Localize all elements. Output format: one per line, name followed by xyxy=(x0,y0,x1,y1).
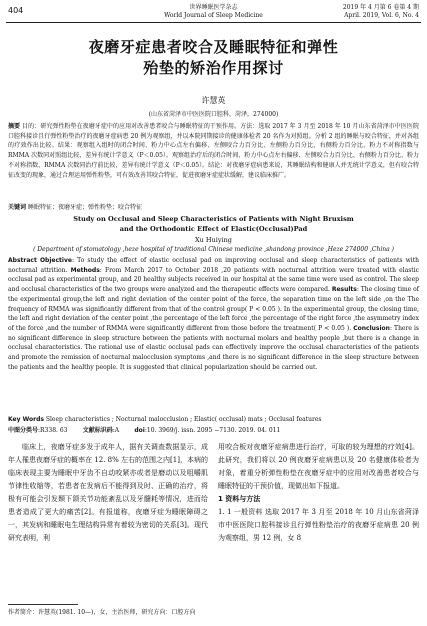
objective-label: Objective xyxy=(39,257,72,264)
author-cn: 许慧英 xyxy=(201,96,226,105)
journal-name-cn: 世界睡眠医学杂志 xyxy=(189,4,238,11)
body-left-column: 临床上，夜磨牙症多发于成年人，据有关调查数据显示，成年人罹患夜磨牙症的概率在 12. 8% 左右的范围之内[1]，本病的临床表现主要为睡眠中牙齿不自动咬紧亦或者是磨动以及咀嚼肌节律性收缩等，若患者在发病后不能得到及时、正确的治疗，将极有可能会引发颞下颌关节功能紊乱以及牙髓耗等情况，进而给患者造成了更大的痛苦[2]。有报道称，夜磨牙症为睡眠障碍之一，其发病和睡眠电生理结构异常有着较为密切的关系[3]。现代研究表明，利 xyxy=(8,443,208,542)
doc-code-label: 文献标识码 xyxy=(82,427,113,434)
keywords-en-label: Key Words xyxy=(8,416,44,423)
keywords-en xyxy=(8,415,419,425)
author-en: Xu Huiying xyxy=(195,236,232,244)
keywords-en-text: Sleep characteristics ; Nocturnal malocclusion ; Elastic( occlusal) mats ; Occlusal features xyxy=(45,416,322,423)
title-en-line-1: Study on Occlusal and Sleep Characteristics of Patients with Night Bruxism xyxy=(73,215,354,223)
objective-text: : To study the effect of elastic occlusal pad on improving occlusal and sleep characteristics of patients with nocturnal attrition. xyxy=(8,257,419,274)
doi-label: doi xyxy=(134,427,145,434)
abstract-cn-text: 目的：研究弹性粉垫在夜磨牙症中的应用对改善患者咬合与睡眠特征的干预作用。方法：选取 2017 年 3 月至 2018 年 10 月山东省菏泽市中医医院口腔科接诊且行弹性粉垫治疗的夜磨牙症病患 20 例为观察组，并以本院同期接诊的健康体检者 20 名作为对照组。分析 2 组的睡眠与咬合特征，并对各组的疗效作出比较。结果：观察组入组时的闭合时间、粉力中心点左右偏移、左侧咬合力百分比、左侧粉力百分比、右侧粉力百分比、粉力不对称指数与 RMMA 次数同对照组比较，差异有统计学意义（P＜0.05）。观察组治疗后的闭合时间、粉力中心点左右偏移、左侧咬合力百分比、右侧粉力百分比、粉力不对称指数、RMMA 次数同治疗前比较，差异有统计学意义（P＜0.05）。结论：对夜磨牙症病患来说，其睡眠结构和健康人并无统计学意义，但有咬合特征改变的现象，通过合理运用弹性粉垫，可有效改善其咬合特征，促进夜磨牙症症状缓解，建议临床推广。 xyxy=(8,123,419,179)
title-cn-line-1: 夜磨牙症患者咬合及睡眠特征和弹性 xyxy=(88,38,339,56)
abstract-cn-label: 摘要 xyxy=(8,123,21,130)
conclusion-text: : There is no significant difference in sleep structure between the patients with nocturnal molars and healthy people ,but there is a change in occlusal characteristics. The rational use of elastic occlusal pads can effectively improve the occlusal characteristics of the patients and promote the remission of nocturnal malocclusion symptoms ,and there is no significant difference in the sleep structure between the patients and the healthy people. It is suggested that clinical popularization should be carried out. xyxy=(8,324,419,371)
classification-line xyxy=(8,426,419,436)
section-heading: 1 资料与方法 xyxy=(218,495,261,503)
doc-code-value: :A xyxy=(112,427,120,434)
title-en-line-2: and the Orthodontic Effect of Elastic(Occlusal)Pad xyxy=(119,225,308,233)
doi-value: :10. 3969/j. issn. 2095 −7130. 2019. 04. 011 xyxy=(144,427,281,434)
conclusion-label: Conclusion xyxy=(353,324,390,332)
methods-text: : From March 2017 to October 2018 ,20 patients with nocturnal attrition were treated with elastic occlusal pad as experimental group, and 20 healthy subjects received in our hospital at the same time were used as control. The sleep and occlusal characteristics of the two groups were analyzed and the therapeutic effects were compared. xyxy=(8,266,419,294)
footnote-rule xyxy=(8,604,78,605)
clc-label: 中图分类号 xyxy=(8,427,39,434)
abstract-en xyxy=(8,256,419,372)
author-footnote: 作者简介：许慧英(1981. 10—)，女，主治医师，研究方向：口腔方向 xyxy=(8,609,196,616)
abstract-en-label: Abstract xyxy=(8,257,37,264)
body-right-column xyxy=(218,441,419,545)
results-label: Results xyxy=(331,286,357,294)
keywords-cn-label: 关键词 xyxy=(8,204,27,211)
keywords-cn xyxy=(8,203,419,213)
abstract-cn xyxy=(8,122,419,180)
keywords-cn-text: 睡眠特征；夜磨牙症；弹性粉垫；咬合特征 xyxy=(27,204,142,211)
title-cn-line-2: 殆垫的矫治作用探讨 xyxy=(143,59,284,77)
clc-value: :R338. 63 xyxy=(38,427,68,434)
header-rule xyxy=(6,22,421,23)
issue-cn: 2019 年 4 月第 6 卷第 4 期 xyxy=(342,4,419,11)
affiliation-cn: (山东省菏泽市中医医院口腔科，菏泽，274000) xyxy=(148,111,279,118)
results-text: : The closing time of the experimental group,the left and right deviation of the center point of the force, the separation time on the left side ,on the The frequency of RMMA was significantly different from that of the control group( P < 0.05 ). In the experimental group, the closing time, the left and right deviation of the center point ,the percentage of the left force ,the percentage of the right force ,the asymmetry index of the force ,and the number of RMMA were significantly different from those before the treatment( P < 0.05 ). xyxy=(8,286,419,332)
methods-label: Methods xyxy=(70,266,100,274)
subsection-general: 1. 1 一般资料 选取 2017 年 3 月至 2018 年 10 月山东省菏泽市中医医院口腔科接诊且行弹性粉垫治疗的夜磨牙症病患 20 例为观察组，男 12 例，女 8 xyxy=(218,508,419,542)
journal-name-en: World Journal of Sleep Medicine xyxy=(164,12,263,19)
issue-en: April. 2019, Vol. 6, No. 4 xyxy=(344,12,419,19)
page-number: 404 xyxy=(8,6,24,15)
affiliation-en: ( Department of stomatology ,heze hospital of traditional Chinese medicine ,shandong province ,Heze 274000 ,China ) xyxy=(33,246,394,253)
body-right-intro: 用咬合板对夜磨牙症病患进行治疗，可取的较为理想的疗效[4]。此研究，我们将以 20 例夜磨牙症病患以及 20 名健康体检者为对象，着重分析弹性粉垫在夜磨牙症中的应用对改善患者咬合与睡眠特征的干预价值，现做出如下报道。 xyxy=(218,443,419,490)
